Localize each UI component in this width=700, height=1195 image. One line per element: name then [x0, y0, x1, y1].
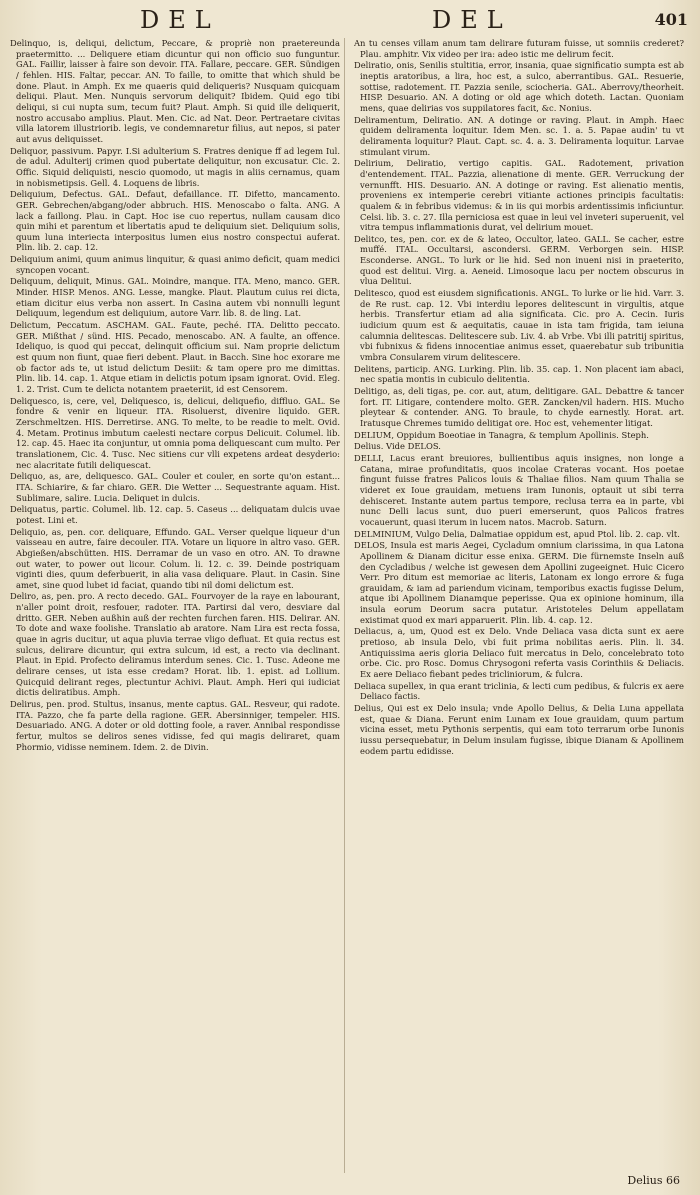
header-right-word: DEL	[432, 6, 512, 34]
column-divider	[344, 38, 345, 1173]
header-left-word: DEL	[140, 6, 220, 34]
entry-delirium: Delirium, Deliratio, vertigo capitis. GAL. Radotement, privation d'entendement. ITAL. Pazzia, alienatione di mente. GER. Verruckung der vernunfft. HIS. Desuario. AN. A dotinge or raving. Est alienatio mentis, proveniens ex intemperie cerebri vitiante actiones principis facultatis: qualem & in febribus videmus: & in iis qui morbis ardentissimis inficiuntur. Celsi. lib. 3. c. 27. Illa perniciosa est quae in leui vel inveteri superuenit, vel vitra tempus inflammationis durat, vel delirium mouet.	[354, 158, 684, 233]
entry-deliquesco: Deliquesco, is, cere, vel, Deliquesco, is, delicui, deliquefio, diffluo. GAL. Se fondre & venir en liqueur. ITA. Risoluerst, divenire liquido. GER. Zerschmeltzen. HIS. Derretirse. ANG. To melte, to be readie to melt. Ovid. 4. Metam. Protinus imbutum caelesti nectare corpus Delicuit. Columel. lib. 12. cap. 45. Haec ita conjuntur, ut omnia poma deliquescant cum multo. Per translationem, Cic. 4. Tusc. Nec sitiens cur vlli expetens ardeat desyderio: nec alacritate futili deliquescat.	[10, 395, 340, 470]
catchword: Delius 66	[627, 1174, 680, 1187]
left-column	[10, 38, 340, 1178]
entry-delminium: DELMINIUM, Vulgo Delia, Dalmatiae oppidum est, apud Ptol. lib. 2. cap. vlt.	[354, 528, 680, 539]
entry-an-tu-censes: An tu censes villam anum tam delirare futuram fuisse, ut somniis crederet? Plau. amphitr. Vix video per ira: adeo istic me delirum fecit.	[354, 38, 684, 59]
entry-delos: DELOS, Insula est maris Aegei, Cycladum omnium clarissima, in qua Latona Apollinem & Dianam dicitur esse enixa. GERM. Die fürnemste Inseln auß den Cycladibus / welche ist gewesen dem Apollini zugeeignet. Huic Cicero Verr. Pro ditum est memoriae ac literis, Latonam ex longo errore & fuga grauidam, & iam ad pariendum vicinam, temporibus exactis fugisse Delum, atque ibi Apollinem Dianamque peperisse. Qua ex opinione hominum, illa insula eorum Deorum sacra putatur. Aristoteles Delum appellatam existimat quod ex mari apparuerit. Plin. lib. 4. cap. 12.	[354, 540, 684, 625]
entry-delitesco: Delitesco, quod est eiusdem significationis. ANGL. To lurke or lie hid. Varr. 3. de Re rust. cap. 12. Vbi interdiu lepores delitescunt in virgultis, atque herbis. Transfertur etiam ad alia significata. Cic. pro A. Cecin. Iuris iudicium quum est & aequitatis, cauae in ista tam frigida, tam ieiuna calumnia delitescas. Delitescere sub. Liv. 4. ab Vrbe. Vbi illi patritij spiritus, vbi fubnixus & fidens innocentiae animus esset, quaerebatur sub tribunitia vmbra Consularem virum delitescere.	[354, 288, 684, 363]
entry-delli: DELLI, Lacus erant breuiores, bullientibus aquis insignes, non longe a Catana, mirae profunditatis, quos incolae Crateras vocant. Hos poetae fingunt fuisse fratres Palicos louis & Thaliae filios. Nam quum Thalia se videret ex Ioue grauidam, metuens iram Iunonis, optauit ut sibi terra dehisceret. Instante autem partus tempore, reclusa terra ea in parte, vbi nunc Delli lacus sunt, duo pueri emerserunt, quos Palicos fratres vocauerunt, quasi iterum in lucem natos. Macrob. Saturn.	[354, 452, 684, 527]
running-header	[0, 4, 700, 34]
entry-deliaca-supellex: Deliaca supellex, in qua erant triclinia, & lecti cum pedibus, & fulcris ex aere Deliaco factis.	[354, 680, 684, 702]
entry-deliacus: Deliacus, a, um, Quod est ex Delo. Vnde Deliaca vasa dicta sunt ex aere pretioso, ab insula Delo, vbi fuit prima nobilitas aeris. Plin. li. 34. Antiquissima aeris gloria Deliaco fuit mercatus in Delo, concelebrato toto orbe. Cic. pro Rosc. Domus Chrysogoni referta vasis Corinthiis & Deliacis. Ex aere Deliaco fiebant pedes tricliniorum, & fulcra.	[354, 626, 684, 680]
entry-delitens: Delitens, particip. ANG. Lurking. Plin. lib. 35. cap. 1. Non placent iam abaci, nec spatia montis in cubiculo delitentia.	[354, 363, 684, 385]
entry-deliquum: Deliquum, deliquit, Minus. GAL. Moindre, manque. ITA. Meno, manco. GER. Minder. HISP. Menos. ANG. Lesse, mangke. Plaut. Plautum cuius rei dicta, etiam dicitur eius verba non assert. In Casina autem vbi nonnulli legunt Deliquum, legendum est deliquium, autore Varr. lib. 8. de ling. Lat.	[10, 276, 340, 319]
right-column	[354, 38, 684, 1178]
entry-deliquatus: Deliquatus, partic. Columel. lib. 12. cap. 5. Caseus ... deliquatam dulcis uvae potest. Lini et.	[10, 504, 340, 525]
entry-delitco: Delitco, tes, pen. cor. ex de & lateo, Occultor, lateo. GALL. Se cacher, estre muffé. ITAL. Occultarsi, ascondersi. GERM. Verborgen sein. HISP. Esconderse. ANGL. To lurk or lie hid. Sed non inueni nisi in praeterito, quod est delitui. Virg. a. Aeneid. Limosoque lacu per noctem obscurus in vlua Delitui.	[354, 233, 684, 287]
entry-delius: Delius, Qui est ex Delo insula; vnde Apollo Delius, & Delia Luna appellata est, quae & Diana. Ferunt enim Lunam ex Ioue grauidam, quum partum vicina esset, metu Pythonis serpentis, qui eam toto terrarum orbe Iunonis iussu persequebatur, in Delum insulam fugisse, ibique Dianam & Apollinem eodem partu edidisse.	[354, 703, 684, 756]
entry-delitigo: Delitigo, as, deli tigas, pe. cor. aut, atum, delitigare. GAL. Debattre & tancer fort. IT. Litigare, contendere molto. GER. Zancken/vil hadern. HIS. Mucho pleytear & contender. ANG. To braule, to chyde earnestly. Horat. art. Iratusque Chremes tumido delitigat ore. Hoc est, vehementer litigat.	[354, 386, 684, 428]
entry-delictum: Delictum, Peccatum. ASCHAM. GAL. Faute, peché. ITA. Delitto peccato. GER. Mißthat / sünd. HIS. Pecado, menoscabo. AN. A faulte, an offence. Ideliquo, is quod qui peccat, delinquit officium sui. Nam proprie delictum est quum non fiunt, quae fieri debent. Plaut. in Bacch. Sine hoc exorare me ob factor ads te, ut istud delictum Desiit: & tam opere pro me dimittas. Plin. lib. 14. cap. 1. Atque etiam in delictis potum ipsam ignorat. Ovid. Eleg. 1. 2. Trist. Cum te delicta notantem praeteriit, id est Censorem.	[10, 320, 340, 394]
entry-deliramentum: Deliramentum, Deliratio. AN. A dotinge or raving. Plaut. in Amph. Haec quidem deliramenta loquitur. Idem Men. sc. 1. a. 5. Papae audin' tu vt deliramenta loquitur? Plaut. Capt. sc. 4. a. 3. Deliramenta loquitur. Larvae stimulant virum.	[354, 114, 684, 157]
entry-delius-vide: Delius. Vide DELOS.	[354, 441, 441, 452]
entry-deliquium: Deliquium, Defectus. GAL. Defaut, defaillance. IT. Difetto, mancamento. GER. Gebrechen/abgang/oder abbruch. HIS. Menoscabo o falta. ANG. A lack a faillong. Plau. in Capt. Hoc ise cuo repertus, nullam causam dico quin mihi et parentum et libertatis apud te deliquium siet. Deliquium solis, quum luna interiecta interpositus lumen eius nostro conspectui auferat. Plin. lib. 2. cap. 12.	[10, 189, 340, 253]
page-number: 401	[654, 10, 688, 29]
entry-deliro: Deliro, as, pen. pro. A recto decedo. GAL. Fourvoyer de la raye en labourant, n'aller point droit, resfouer, radoter. ITA. Partirsi dal vero, desviare dal dritto. GER. Neben außhin auß der rechten furchen faren. HIS. Delirar. AN. To dote and waxe foolishe. Translatio ab aratore. Nam Lira est recta fossa, quae in agris ducitur, ut aqua pluvia terrae vligo defluat. Et quia rectus est sulcus, delirare dicuntur, qui extra sulcum, id est, a recto via declinant. Plaut. in Epid. Profecto deliramus interdum senes. Cic. 1. Tusc. Adeone me delirare censes, ut ista esse credam? Horat. lib. 1. epist. ad Lollium. Quicquid delirant reges, plectuntur Achivi. Plaut. Amph. Heri qui iudiciat dictis deliratibus. Amph.	[10, 591, 340, 698]
entry-delirus: Delirus, pen. prod. Stultus, insanus, mente captus. GAL. Resveur, qui radote. ITA. Pazzo, che fa parte della ragione. GER. Abersinniger, tempeler. HIS. Desuariado. ANG. A doter or old dotting foole, a raver. Annibal respondisse fertur, multos se deliros senes vidisse, fed qui magis deliraret, quam Phormio, vidisse neminem. Idem. 2. de Divin.	[10, 699, 340, 752]
entry-delium: DELIUM, Oppidum Boeotiae in Tanagra, & templum Apollinis. Steph.	[354, 429, 649, 440]
entry-deliratio: Deliratio, onis, Senilis stultitia, error, insania, quae significatio sumpta est ab ineptis aratoribus, a lira, hoc est, a sulco, aberrantibus. GAL. Resuerie, sottise, radotement. IT. Pazzia senile, sciocheria. GAL. Aberrovy/theorheit. HISP. Desuario. AN. A doting or old age which doteth. Lactan. Quoniam mens, quae delirias vos suppilatores facit, &c. Nonius.	[354, 60, 684, 113]
entry-delinquo: Delinquo, is, deliqui, delictum, Peccare, & propriè non praetereunda praetermitto. ... Deliquere etiam dicuntur qui non officio suo funguntur. GAL. Faillir, laisser à faire son devoir. ITA. Fallare, peccare. GER. Sündigen / fehlen. HIS. Faltar, peccar. AN. To faille, to omitte that which shuld be done. Plaut. in Amph. Ex me quaeris quid deliqueris? Nusquam quicquam deliqui. Plaut. Men. Nunquis servorum deliquit? Ibidem. Quid ego tibi deliqui, si cui nupta sum, tecum fuit? Plaut. Amph. Si quid ille deliquerit, nostro accusabo amplius. Plaut. Men. Cic. ad Nat. Deor. Pertraetare civitas villa latorem illustriorib. legis, ve condemnaretur filius, aut nepos, si pater aut avus deliquisset.	[10, 38, 340, 144]
entry-deliquo: Deliquo, as, are, deliquesco. GAL. Couler et couler, en sorte qu'on estant... ITA. Schiarire, & far chiaro. GER. Die Wetter ... Sequestrante aquam. Hist. Sublimare, salire. Lucia. Deliquet in dulcis.	[10, 471, 340, 503]
entry-deliquor: Deliquor, passivum. Papyr. I.Si adulterium S. Fratres denique ff ad legem Iul. de adul. Adulterij crimen quod pubertate deliquitur, non excusatur. Cic. 2. Offic. Siquid deliquisti, nescio quomodo, ut magis in aliis cernamus, quam in nobismetipsis. Gell. 4. Loquens de libris.	[10, 145, 340, 188]
entry-deliquio: Deliquio, as, pen. cor. deliquare, Effundo. GAL. Verser quelque liqueur d'un vaisseau en autre, faire decouler. ITA. Votare un liquore in altro vaso. GER. Abgießen/abschütten. HIS. Derramar de un vaso en otro. AN. To drawne out water, to power out licour. Colum. li. 12. c. 39. Deinde postriquam viginti dies, quum deferbuerit, in alia vasa deliquare. Plaut. in Casin. Sine amet, sine quod lubet id faciat, quando tibi nil domi delictum est.	[10, 526, 340, 590]
entry-deliquium-animi: Deliquium animi, quum animus linquitur, & quasi animo deficit, quam medici syncopen vocant.	[10, 254, 340, 275]
